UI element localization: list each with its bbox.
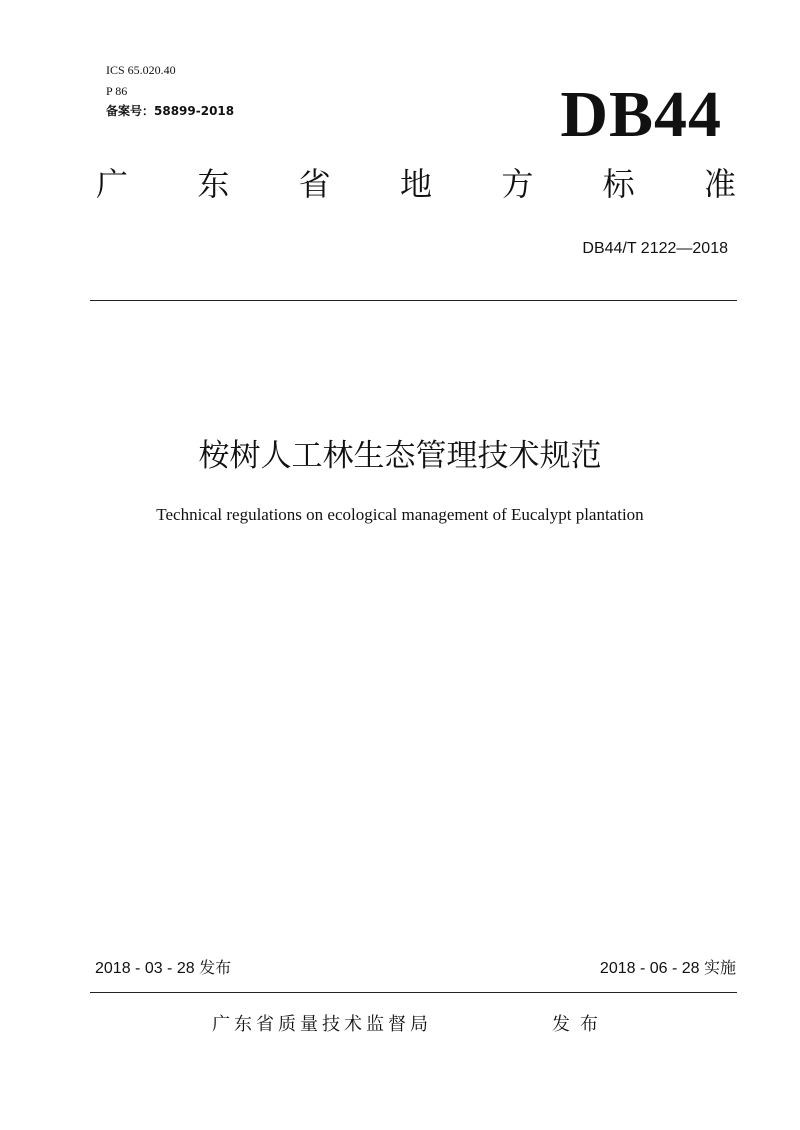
standard-type-char: 标	[602, 165, 635, 203]
issue-date: 2018 - 03 - 28 发布	[95, 960, 232, 977]
issue-label: 发布	[552, 1014, 608, 1035]
standard-type-heading	[96, 160, 736, 204]
filing-number: 备案号：58899-2018	[106, 104, 235, 118]
standard-type-char: 地	[399, 165, 432, 203]
ics-code: ICS 65.020.40	[106, 63, 176, 77]
bottom-divider	[90, 992, 737, 993]
standard-type-char: 方	[501, 165, 534, 203]
standard-type-char: 省	[298, 165, 331, 203]
standard-type-char: 东	[197, 165, 230, 203]
top-divider	[90, 300, 737, 301]
issuing-authority: 广东省质量技术监督局	[212, 1014, 432, 1035]
db-logo-mark: DB44	[560, 78, 722, 151]
standard-type-char: 广	[96, 165, 129, 203]
title-english: Technical regulations on ecological management of Eucalypt plantation	[156, 505, 644, 524]
title-chinese: 桉树人工林生态管理技术规范	[198, 438, 602, 474]
standard-number: DB44/T 2122—2018	[582, 240, 728, 257]
implementation-date: 2018 - 06 - 28 实施	[599, 960, 736, 977]
standard-type-char: 准	[703, 165, 736, 203]
clc-code: P 86	[106, 84, 128, 98]
